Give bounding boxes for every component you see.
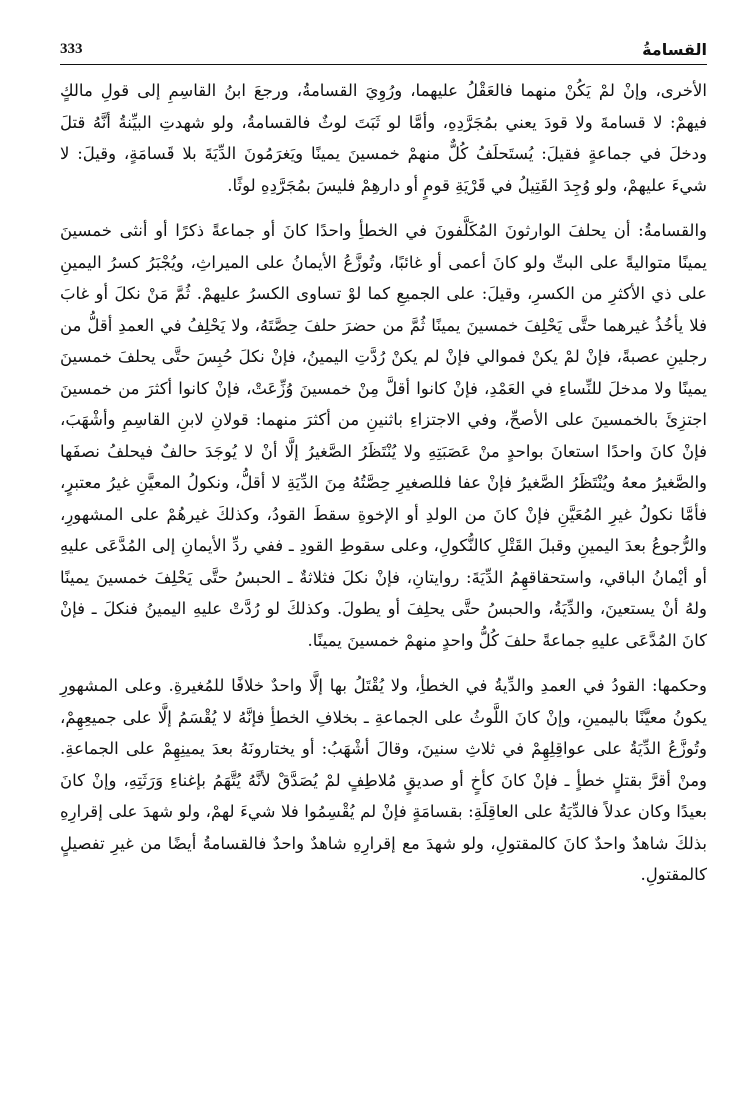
body-text [60,75,707,891]
paragraph: الأخرى، وإنْ لمْ يَكُنْ منهما فالعَقْلُ عليهما، ورُوِيَ القسامةُ، ورجعَ ابنُ القاسِمِ إلى قولِ مالكٍ فيهمْ: لا قسامةَ ولا قودَ يعني بمُجَرَّدِهِ، وأمَّا لو ثَبَتَ لوثٌ فالقسامةُ، ولو شهدتِ البيِّنةُ أنَّهُ قتلَ ودخلَ في جماعةٍ فقيلَ: يُستَحلَفُ كُلٌّ منهمْ خمسينَ يمينًا ويَغرَمُونَ الدِّيَةَ بلا قَسامَةٍ، وقيلَ: لا شيءَ عليهمْ، ولو وُجِدَ القَتِيلُ في قَرْيَةِ قومٍ أو دارهِمْ فليسَ بمُجَرَّدِهِ لوثًا. [60,81,707,195]
running-title: القسامةُ [642,40,707,59]
paragraph: وحكمها: القودُ في العمدِ والدِّيةُ في الخطأِ، ولا يُقْتَلُ بها إلَّا واحدٌ خلافًا للمُغيرةِ. وعلى المشهورِ يكونُ معيَّنًا باليمينِ، وإنْ كانَ اللَّوثُ على الجماعةِ ـ بخلافِ الخطأِ فإنَّهُ لا يُقْسَمُ إلَّا على جميعِهِمْ، وتُوزَّعُ الدِّيَةُ على عواقِلِهِمْ في ثلاثِ سنينَ، وقالَ أشْهَبُ: أو يختارونَهُ بعدَ يمينِهِمْ على الجماعةِ. ومنْ أقرَّ بقتلٍ خطأٍ ـ فإنْ كانَ كأخٍ أو صديقٍ مُلاطِفٍ لمْ يُصَدَّقْ لأنَّهُ يُتَّهَمُ بإغناءِ وَرَثَتِهِ، وإنْ كانَ بعيدًا وكان عدلاً فالدِّيَةُ على العاقِلَةِ: بقسامَةٍ فإنْ لم يُقْسِمُوا فلا شيءَ لهمْ، ولو شهدَ على إقرارِهِ بذلكَ شاهدٌ واحدٌ كانَ كالمقتولِ، ولو شهدَ مع إقرارِهِ شاهدٌ واحدٌ فالقسامةُ أيضًا من غيرِ تفصيلٍ كالمقتولِ. [60,676,707,884]
paragraph: والقسامةُ: أن يحلفَ الوارثونَ المُكَلَّفونَ في الخطأِ واحدًا كانَ أو جماعةً ذكرًا أو أنثى خمسينَ يمينًا متواليةً على البتِّ ولو كانَ أعمى أو غائبًا، وتُوزَّعُ الأيمانُ على الميراثِ، ويُجْبَرُ كسرُ اليمينِ على ذي الأكثرِ من الكسرِ، وقيلَ: على الجميعِ كما لوْ تساوى الكسرُ عليهمْ. ثُمَّ مَنْ نكلَ أو غابَ فلا يأخُذُ غيرهما حتَّى يَحْلِفَ خمسينَ يمينًا ثُمَّ من حضرَ حلفَ حِصَّتَهُ، ولا يَحْلِفُ في العمدِ أقلُّ من رجلينِ عصبةً، فإنْ لمْ يكنْ فموالي فإنْ لم يكنْ رُدَّتِ اليمينُ، فإنْ نكلَ حُبِسَ حتَّى يحلفَ خمسينَ يمينًا ولا مدخلَ للنِّساءِ في العَمْدِ، فإنْ كانوا أقلَّ مِنْ خمسينَ وُزِّعَتْ، فإنْ كانوا أكثرَ من خمسينَ اجتزِئَ بالخمسينَ على الأصحِّ، وفي الاجتزاءِ باثنينِ من أكثرَ منهما: قولانِ لابنِ القاسِمِ وأشْهَبَ، فإنْ كانَ واحدًا استعانَ بواحدٍ منْ عَصَبَتِهِ ولا يُنْتَظَرُ الصَّغيرُ إلَّا أنْ لا يُوجَدَ حالفٌ فيحلفُ نصفَها والصَّغيرُ معهُ ويُنْتَظَرُ الصَّغيرُ فإنْ عفا فللصغيرِ حِصَّتُهُ مِنَ الدِّيَةِ لا أقلُّ، ونكولُ المعيَّنِ غيرُ معتبرٍ، فأمَّا نكولُ غيرِ المُعَيَّنِ فإنْ كانَ من الولدِ أو الإخوةِ سقطَ القودُ، وكذلكَ غيرهُمْ على المشهورِ، والرُّجوعُ بعدَ اليمينِ وقبلَ القَتْلِ كالنُّكولِ، وعلى سقوطِ القودِ ـ ففي ردِّ الأيمانِ إلى المُدَّعَى عليهِ أو أيْمانُ الباقي، واستحقاقهِمُ الدِّيَةَ: روايتانِ، فإنْ نكلَ فثلاثةٌ ـ الحبسُ حتَّى يَحْلِفَ خمسينَ يمينًا ولهُ أنْ يستعينَ، والدِّيَةُ، والحبسُ حتَّى يحلِفَ أو يطولَ. وكذلكَ لو رُدَّتْ عليهِ اليمينُ فنكلَ ـ فإنْ كانَ المُدَّعَى عليهِ جماعةً حلفَ كُلُّ واحدٍ منهمْ خمسينَ يمينًا. [60,221,707,650]
page-number: 333 [60,41,83,57]
document-page [60,38,707,1057]
page-header [60,38,707,65]
